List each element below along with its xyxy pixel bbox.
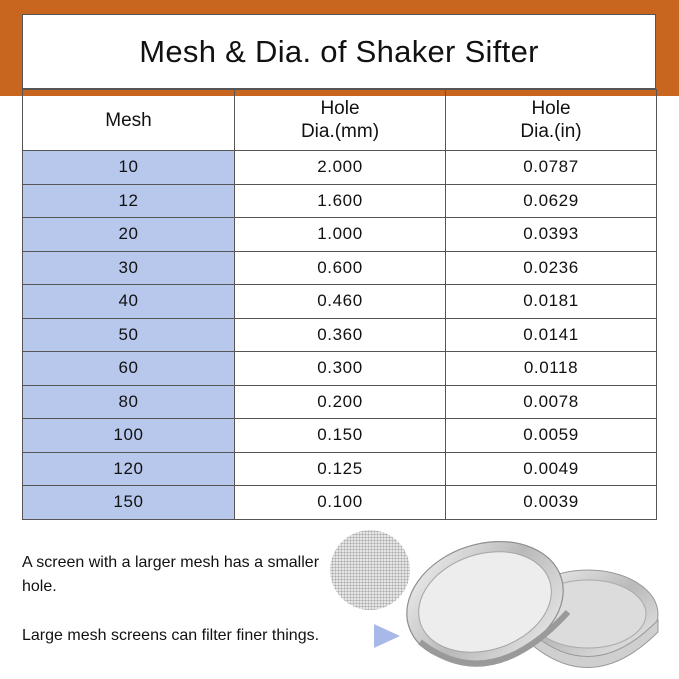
hole-in-cell: 0.0118 <box>446 352 657 386</box>
header-hole-mm-line2: Dia.(mm) <box>300 121 380 142</box>
header-hole-in-line2: Dia.(in) <box>520 121 582 142</box>
table-row <box>23 452 657 486</box>
mesh-cell: 120 <box>23 452 235 486</box>
table-row <box>23 285 657 319</box>
hole-in-cell: 0.0236 <box>446 251 657 285</box>
hole-in-cell: 0.0078 <box>446 385 657 419</box>
table-row <box>23 251 657 285</box>
hole-in-cell: 0.0049 <box>446 452 657 486</box>
header-hole-mm <box>235 90 446 151</box>
hole-in-cell: 0.0393 <box>446 218 657 252</box>
mesh-cell: 40 <box>23 285 235 319</box>
hole-in-cell: 0.0039 <box>446 486 657 520</box>
hole-mm-cell: 0.360 <box>235 318 446 352</box>
hole-mm-cell: 0.125 <box>235 452 446 486</box>
hole-mm-cell: 0.100 <box>235 486 446 520</box>
title-box <box>22 14 656 89</box>
mesh-cell: 150 <box>23 486 235 520</box>
hole-in-cell: 0.0787 <box>446 151 657 185</box>
mesh-cell: 80 <box>23 385 235 419</box>
table-row <box>23 151 657 185</box>
table-row <box>23 486 657 520</box>
mesh-cell: 100 <box>23 419 235 453</box>
mesh-cell: 30 <box>23 251 235 285</box>
sifter-image <box>320 522 670 679</box>
table-header-row <box>23 90 657 151</box>
header-mesh-label: Mesh <box>105 109 152 131</box>
table-row <box>23 318 657 352</box>
table-row <box>23 352 657 386</box>
page-title: Mesh & Dia. of Shaker Sifter <box>139 33 539 69</box>
header-mesh <box>23 90 235 151</box>
mesh-cell: 60 <box>23 352 235 386</box>
mesh-table <box>22 89 657 520</box>
hole-mm-cell: 0.600 <box>235 251 446 285</box>
hole-in-cell: 0.0181 <box>446 285 657 319</box>
note-finer-filter: Large mesh screens can filter finer things. <box>22 627 320 644</box>
note-larger-mesh: A screen with a larger mesh has a smaller hole. <box>22 554 320 595</box>
hole-in-cell: 0.0059 <box>446 419 657 453</box>
hole-mm-cell: 1.600 <box>235 184 446 218</box>
hole-mm-cell: 2.000 <box>235 151 446 185</box>
hole-mm-cell: 0.460 <box>235 285 446 319</box>
hole-mm-cell: 0.150 <box>235 419 446 453</box>
hole-mm-cell: 0.200 <box>235 385 446 419</box>
table-row <box>23 419 657 453</box>
mesh-swatch <box>330 530 410 610</box>
header-hole-mm-line1: Hole <box>320 98 360 119</box>
table-row <box>23 385 657 419</box>
hole-mm-cell: 0.300 <box>235 352 446 386</box>
hole-in-cell: 0.0141 <box>446 318 657 352</box>
hole-mm-cell: 1.000 <box>235 218 446 252</box>
mesh-cell: 10 <box>23 151 235 185</box>
header-hole-in-line1: Hole <box>531 98 571 119</box>
hole-in-cell: 0.0629 <box>446 184 657 218</box>
table-row <box>23 184 657 218</box>
header-hole-in <box>446 90 657 151</box>
mesh-cell: 50 <box>23 318 235 352</box>
mesh-cell: 20 <box>23 218 235 252</box>
mesh-cell: 12 <box>23 184 235 218</box>
table-row <box>23 218 657 252</box>
